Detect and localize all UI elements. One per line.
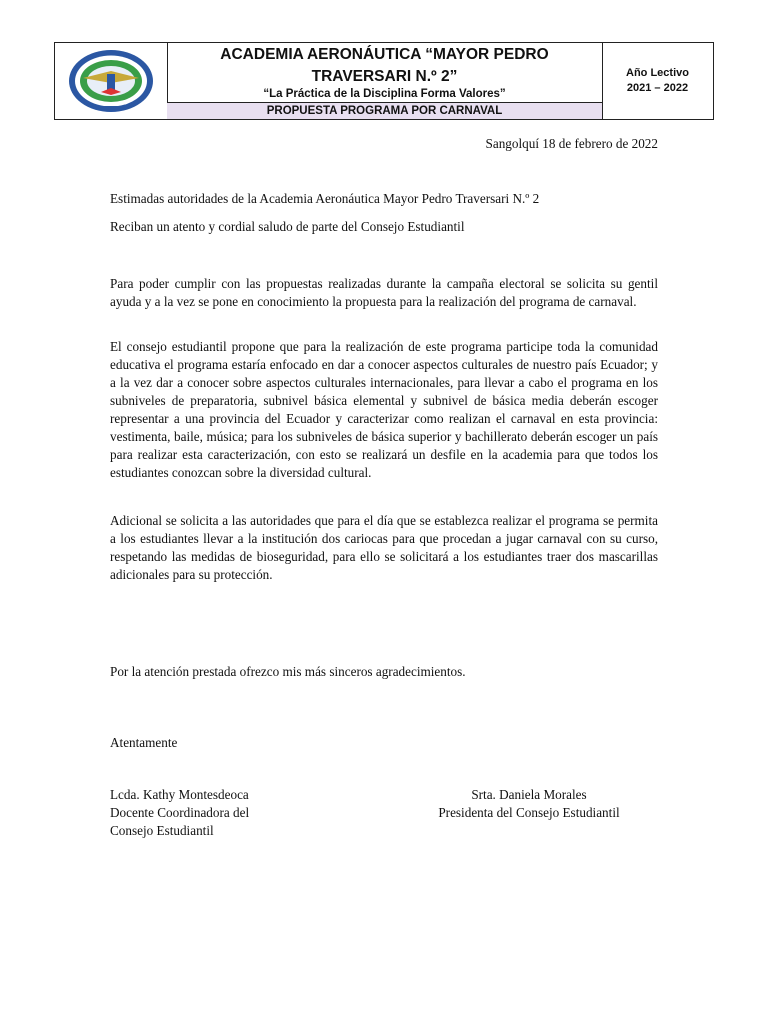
- signature-left-role1: Docente Coordinadora del: [110, 805, 250, 820]
- signature-left-name: Lcda. Kathy Montesdeoca: [110, 787, 249, 802]
- school-year-cell: [602, 43, 713, 119]
- title-cell: [167, 43, 603, 119]
- academy-seal-icon: [67, 48, 155, 114]
- signature-right: [422, 786, 636, 822]
- letter-date: Sangolquí 18 de febrero de 2022: [485, 136, 658, 151]
- paragraph-proposal: El consejo estudiantil propone que para la realización de este programa participe toda la comunidad educativa el programa estaría enfocado en dar a conocer aspectos culturales de nuestro país Ecuador; y a la vez dar a conocer sobre aspectos culturales internacionales, para llevar a cabo el programa en los subniveles de preparatoria, subnivel básica elemental y subnivel de básica media deberán escoger representar a una provincia del Ecuador y caracterizar como realizan el carnaval en esta provincia: vestimenta, baile, música; para los subniveles de básica superior y bachillerato deberán escoger un país para realizar esta caracterización, con esto se realizará un desfile en la academia para que todos los estudiantes conozcan sobre la diversidad cultural.: [110, 339, 658, 480]
- greeting: Reciban un atento y cordial saludo de parte del Consejo Estudiantil: [110, 219, 465, 234]
- salutation: Estimadas autoridades de la Academia Aeronáutica Mayor Pedro Traversari N.º 2: [110, 191, 540, 206]
- school-year-value: 2021 – 2022: [626, 82, 689, 94]
- signature-right-role: Presidenta del Consejo Estudiantil: [438, 805, 620, 820]
- paragraph-additional: Adicional se solicita a las autoridades que para el día que se establezca realizar el programa se permita a los estudiantes llevar a la institución dos cariocas para que procedan a jugar carnaval con su curso, respetando las medidas de bioseguridad, para ello se solicitará a los estudiantes traer dos mascarillas adicionales para su protección.: [110, 513, 658, 582]
- thanks-line: Por la atención prestada ofrezco mis más sinceros agradecimientos.: [110, 664, 466, 679]
- paragraph-request: Para poder cumplir con las propuestas realizadas durante la campaña electoral se solicita su gentil ayuda y a la vez se pone en conocimiento la propuesta para la realización del programa de carnaval.: [110, 276, 658, 309]
- signature-left-role2: Consejo Estudiantil: [110, 823, 214, 838]
- institution-title-line2: TRAVERSARI N.º 2”: [311, 68, 458, 85]
- signature-left: [110, 786, 249, 840]
- school-year-label: Año Lectivo: [626, 67, 689, 79]
- institution-title-line1: ACADEMIA AERONÁUTICA “MAYOR PEDRO: [220, 46, 549, 63]
- document-banner: PROPUESTA PROGRAMA POR CARNAVAL: [167, 102, 602, 119]
- closing-line: Atentamente: [110, 735, 178, 750]
- logo-cell: [55, 43, 168, 119]
- letterhead: [54, 42, 714, 120]
- institution-motto: “La Práctica de la Disciplina Forma Valores”: [263, 88, 506, 100]
- signature-right-name: Srta. Daniela Morales: [471, 787, 587, 802]
